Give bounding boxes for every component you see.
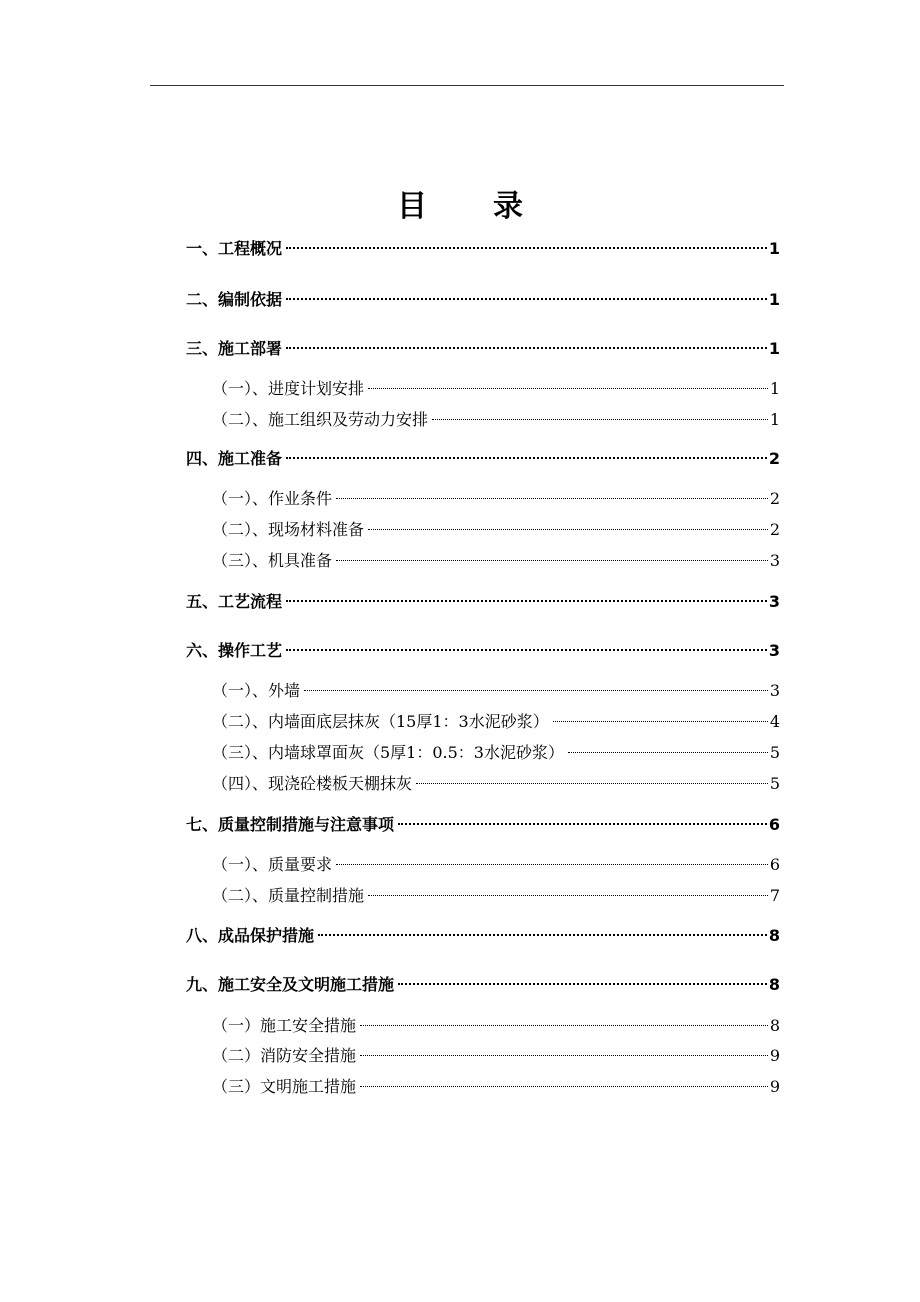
toc-entry-exterior-wall[interactable] (212, 674, 780, 700)
toc-entry-machinery[interactable] (212, 544, 780, 570)
toc-entry-page: 3 (769, 551, 780, 570)
toc-entry-label: （一）、外墙 (212, 681, 301, 700)
toc-entry-page: 6 (768, 815, 780, 834)
toc-entry-page: 1 (768, 339, 780, 358)
dot-leader (336, 482, 768, 504)
dot-leader (398, 808, 767, 830)
toc-entry-page: 7 (769, 886, 780, 905)
toc-entry-label: 八、成品保护措施 (186, 926, 315, 945)
toc-entry-project-overview[interactable] (186, 232, 780, 258)
toc-entry-quality-control[interactable] (186, 808, 780, 834)
toc-entry-basis[interactable] (186, 283, 780, 309)
toc-entry-fire-safety[interactable] (212, 1039, 780, 1065)
toc-entry-label: （一）、作业条件 (212, 489, 333, 508)
dot-leader (286, 332, 767, 354)
toc-entry-label: （一）、进度计划安排 (212, 379, 365, 398)
toc-entry-quality-measures[interactable] (212, 879, 780, 905)
toc-entry-interior-base-coat[interactable] (212, 705, 780, 731)
toc-entry-page: 2 (768, 449, 780, 468)
dot-leader (360, 1009, 768, 1031)
toc-entry-label: （二）、现场材料准备 (212, 520, 365, 539)
toc-entry-schedule[interactable] (212, 372, 780, 398)
title-char-1: 目 (397, 189, 427, 225)
toc-entry-page: 1 (768, 239, 780, 258)
dot-leader (416, 767, 768, 789)
toc-entry-label: （二）、质量控制措施 (212, 886, 365, 905)
toc-entry-label: 三、施工部署 (186, 339, 283, 358)
toc-entry-page: 3 (768, 641, 780, 660)
dot-leader (336, 544, 768, 566)
toc-entry-work-conditions[interactable] (212, 482, 780, 508)
toc-entry-safety-civilized[interactable] (186, 968, 780, 994)
toc-entry-label: （二）消防安全措施 (212, 1046, 357, 1065)
toc-entry-label: （二）、内墙面底层抹灰（15厚1：3水泥砂浆） (212, 712, 549, 731)
dot-leader (336, 848, 768, 870)
toc-entry-quality-requirements[interactable] (212, 848, 780, 874)
toc-entry-page: 1 (768, 290, 780, 309)
toc-entry-page: 8 (768, 926, 780, 945)
toc-entry-operation[interactable] (186, 634, 780, 660)
dot-leader (286, 585, 767, 607)
dot-leader (286, 634, 767, 656)
toc-entry-label: 五、工艺流程 (186, 592, 283, 611)
toc-entry-product-protection[interactable] (186, 919, 780, 945)
toc-entry-label: 九、施工安全及文明施工措施 (186, 975, 395, 994)
dot-leader (286, 232, 767, 254)
dot-leader (432, 403, 768, 425)
toc-entry-page: 5 (769, 743, 780, 762)
dot-leader (553, 705, 768, 727)
toc-entry-label: （三）、内墙球罩面灰（5厚1：0.5：3水泥砂浆） (212, 743, 564, 762)
toc-entry-label: 六、操作工艺 (186, 641, 283, 660)
toc-entry-construction-safety[interactable] (212, 1009, 780, 1035)
dot-leader (368, 372, 768, 394)
dot-leader (360, 1070, 768, 1092)
toc-entry-label: （三）、机具准备 (212, 551, 333, 570)
dot-leader (398, 968, 767, 990)
toc-entry-label: （三）文明施工措施 (212, 1077, 357, 1096)
dot-leader (368, 879, 768, 901)
toc-entry-label: 七、质量控制措施与注意事项 (186, 815, 395, 834)
toc-entry-page: 3 (768, 592, 780, 611)
toc-entry-preparation[interactable] (186, 442, 780, 468)
title-char-2: 录 (493, 189, 523, 225)
toc-entry-page: 6 (769, 855, 780, 874)
dot-leader (360, 1039, 768, 1061)
toc-entry-label: （四）、现浇砼楼板天棚抹灰 (212, 774, 413, 793)
toc-entry-page: 3 (769, 681, 780, 700)
toc-entry-ceiling-plaster[interactable] (212, 767, 780, 793)
toc-entry-label: （二）、施工组织及劳动力安排 (212, 410, 429, 429)
toc-entry-label: 一、工程概况 (186, 239, 283, 258)
toc-entry-deployment[interactable] (186, 332, 780, 358)
toc-entry-page: 1 (769, 379, 780, 398)
dot-leader (568, 736, 768, 758)
toc-entry-interior-finish-coat[interactable] (212, 736, 780, 762)
toc-entry-page: 9 (769, 1077, 780, 1096)
toc-entry-label: 二、编制依据 (186, 290, 283, 309)
dot-leader (304, 674, 768, 696)
toc-entry-label: 四、施工准备 (186, 449, 283, 468)
toc-entry-page: 2 (769, 520, 780, 539)
toc-entry-page: 8 (769, 1016, 780, 1035)
toc-entry-civilized-construction[interactable] (212, 1070, 780, 1096)
toc-entry-page: 8 (768, 975, 780, 994)
toc-entry-process-flow[interactable] (186, 585, 780, 611)
dot-leader (286, 283, 767, 305)
toc-entry-page: 9 (769, 1046, 780, 1065)
toc-entry-materials[interactable] (212, 513, 780, 539)
toc-entry-label: （一）施工安全措施 (212, 1016, 357, 1035)
toc-entry-page: 1 (769, 410, 780, 429)
toc-entry-page: 5 (769, 774, 780, 793)
toc-entry-label: （一）、质量要求 (212, 855, 333, 874)
dot-leader (286, 442, 767, 464)
toc-entry-page: 2 (769, 489, 780, 508)
toc-entry-organization[interactable] (212, 403, 780, 429)
toc-entry-page: 4 (769, 712, 780, 731)
dot-leader (318, 919, 767, 941)
dot-leader (368, 513, 768, 535)
